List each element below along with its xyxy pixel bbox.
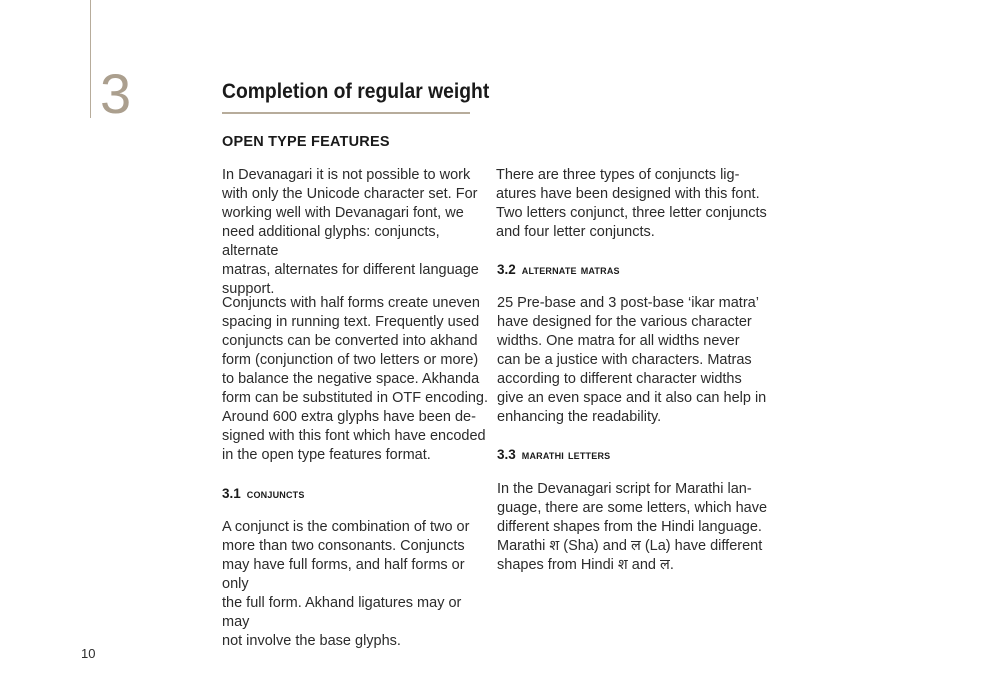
left-paragraph-2: Conjuncts with half forms create uneven spacing in running text. Frequently used conjuncts can be converted into akhand form (conjunction of two letters or more) to balance the negative space. Akhanda form can be substituted in OTF encoding. Around 600 extra glyphs have been de- signed with this font which have encoded in the open type features format. (222, 295, 488, 463)
left-paragraph-1: In Devanagari it is not possible to work with only the Unicode character set. For working well with Devanagari font, we need additional glyphs: conjuncts, alternate matras, alternates for different language support. (222, 167, 479, 297)
chapter-number: 3 (100, 62, 132, 125)
subsection-label: marathi letters (521, 447, 611, 462)
subsection-number: 3.3 (497, 447, 516, 462)
title-underline (222, 112, 470, 114)
right-paragraph-1: There are three types of conjuncts lig- atures have been designed with this font. Two letters conjunct, three letter conjuncts and four letter conjuncts. (496, 167, 767, 240)
subsection-label: conjuncts (246, 486, 305, 501)
subsection-number: 3.2 (497, 262, 516, 277)
subsection-heading-3-3 (497, 447, 610, 462)
subsection-heading-3-2 (497, 262, 620, 277)
right-paragraph-3: In the Devanagari script for Marathi lan- guage, there are some letters, which have different shapes from the Hindi language. Marathi श (Sha) and ल (La) have different shapes from Hindi श and ल. (497, 481, 768, 573)
margin-rule (90, 0, 91, 118)
section-heading: OPEN TYPE FEATURES (222, 134, 390, 150)
subsection-heading-3-1 (222, 486, 305, 501)
left-paragraph-3: A conjunct is the combination of two or more than two consonants. Conjuncts may have full forms, and half forms or only the full form. Akhand ligatures may or may not involve the base glyphs. (222, 519, 470, 649)
subsection-number: 3.1 (222, 486, 241, 501)
chapter-title: Completion of regular weight (222, 80, 490, 103)
subsection-label: alternate matras (521, 262, 620, 277)
page-number: 10 (81, 646, 96, 661)
right-paragraph-2: 25 Pre-base and 3 post-base ‘ikar matra’ have designed for the various character widths. One matra for all widths never can be a justice with characters. Matras according to different character widths give an even space and it also can help in enhancing the readability. (497, 295, 767, 425)
